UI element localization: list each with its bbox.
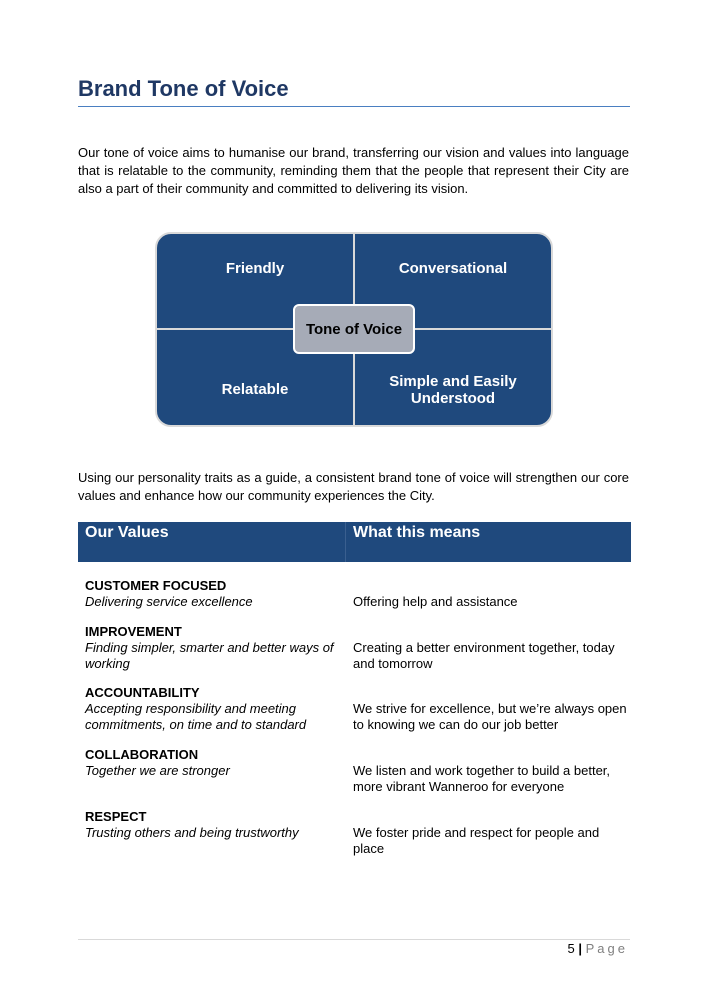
value-subtitle: Trusting others and being trustworthy [85, 825, 299, 840]
diagram-conversational: Conversational [353, 232, 553, 330]
guide-paragraph: Using our personality traits as a guide, a consistent brand tone of voice will strengthen our core values and enhance how our community experiences the City. [78, 470, 629, 503]
value-subtitle: Accepting responsibility and meeting commitments, on time and to standard [85, 701, 307, 732]
footer-separator: | [578, 941, 582, 956]
value-meaning: We listen and work together to build a better, more vibrant Wanneroo for everyone [353, 763, 611, 794]
table-row [78, 624, 631, 672]
table-row [78, 685, 631, 733]
value-name: COLLABORATION [85, 747, 199, 762]
title-underline [78, 106, 630, 107]
value-subtitle: Together we are stronger [85, 763, 230, 778]
value-meaning: We strive for excellence, but we’re always open to knowing we can do our job better [353, 701, 627, 732]
value-name: ACCOUNTABILITY [85, 685, 200, 700]
diagram-center-label: Tone of Voice [293, 304, 415, 354]
value-name: CUSTOMER FOCUSED [85, 578, 227, 593]
diagram-friendly: Friendly [155, 232, 355, 330]
values-table-header [78, 522, 631, 562]
page-label: Page [585, 941, 628, 956]
tone-of-voice-diagram [155, 232, 553, 427]
page-footer [568, 941, 629, 956]
header-what-this-means: What this means [353, 524, 481, 541]
value-meaning: Creating a better environment together, today and tomorrow [353, 640, 615, 671]
value-meaning: Offering help and assistance [353, 594, 518, 609]
diagram-relatable: Relatable [155, 328, 355, 427]
table-row [78, 809, 631, 857]
value-subtitle: Finding simpler, smarter and better ways of working [85, 640, 334, 671]
values-table [78, 522, 631, 856]
table-row [78, 578, 631, 610]
page-number: 5 [567, 941, 575, 956]
table-row [78, 747, 631, 795]
value-subtitle: Delivering service excellence [85, 594, 253, 609]
page-title: Brand Tone of Voice [78, 76, 289, 101]
intro-paragraph: Our tone of voice aims to humanise our brand, transferring our vision and values into language that is relatable to the community, reminding them that the people that represent their City are also a part of their community and committed to delivering its vision. [78, 145, 629, 196]
value-name: IMPROVEMENT [85, 624, 182, 639]
footer-divider [78, 939, 630, 940]
diagram-simple-understood: Simple and Easily Understood [353, 328, 553, 427]
value-meaning: We foster pride and respect for people and place [353, 825, 600, 856]
value-name: RESPECT [85, 809, 147, 824]
header-our-values: Our Values [78, 522, 346, 562]
